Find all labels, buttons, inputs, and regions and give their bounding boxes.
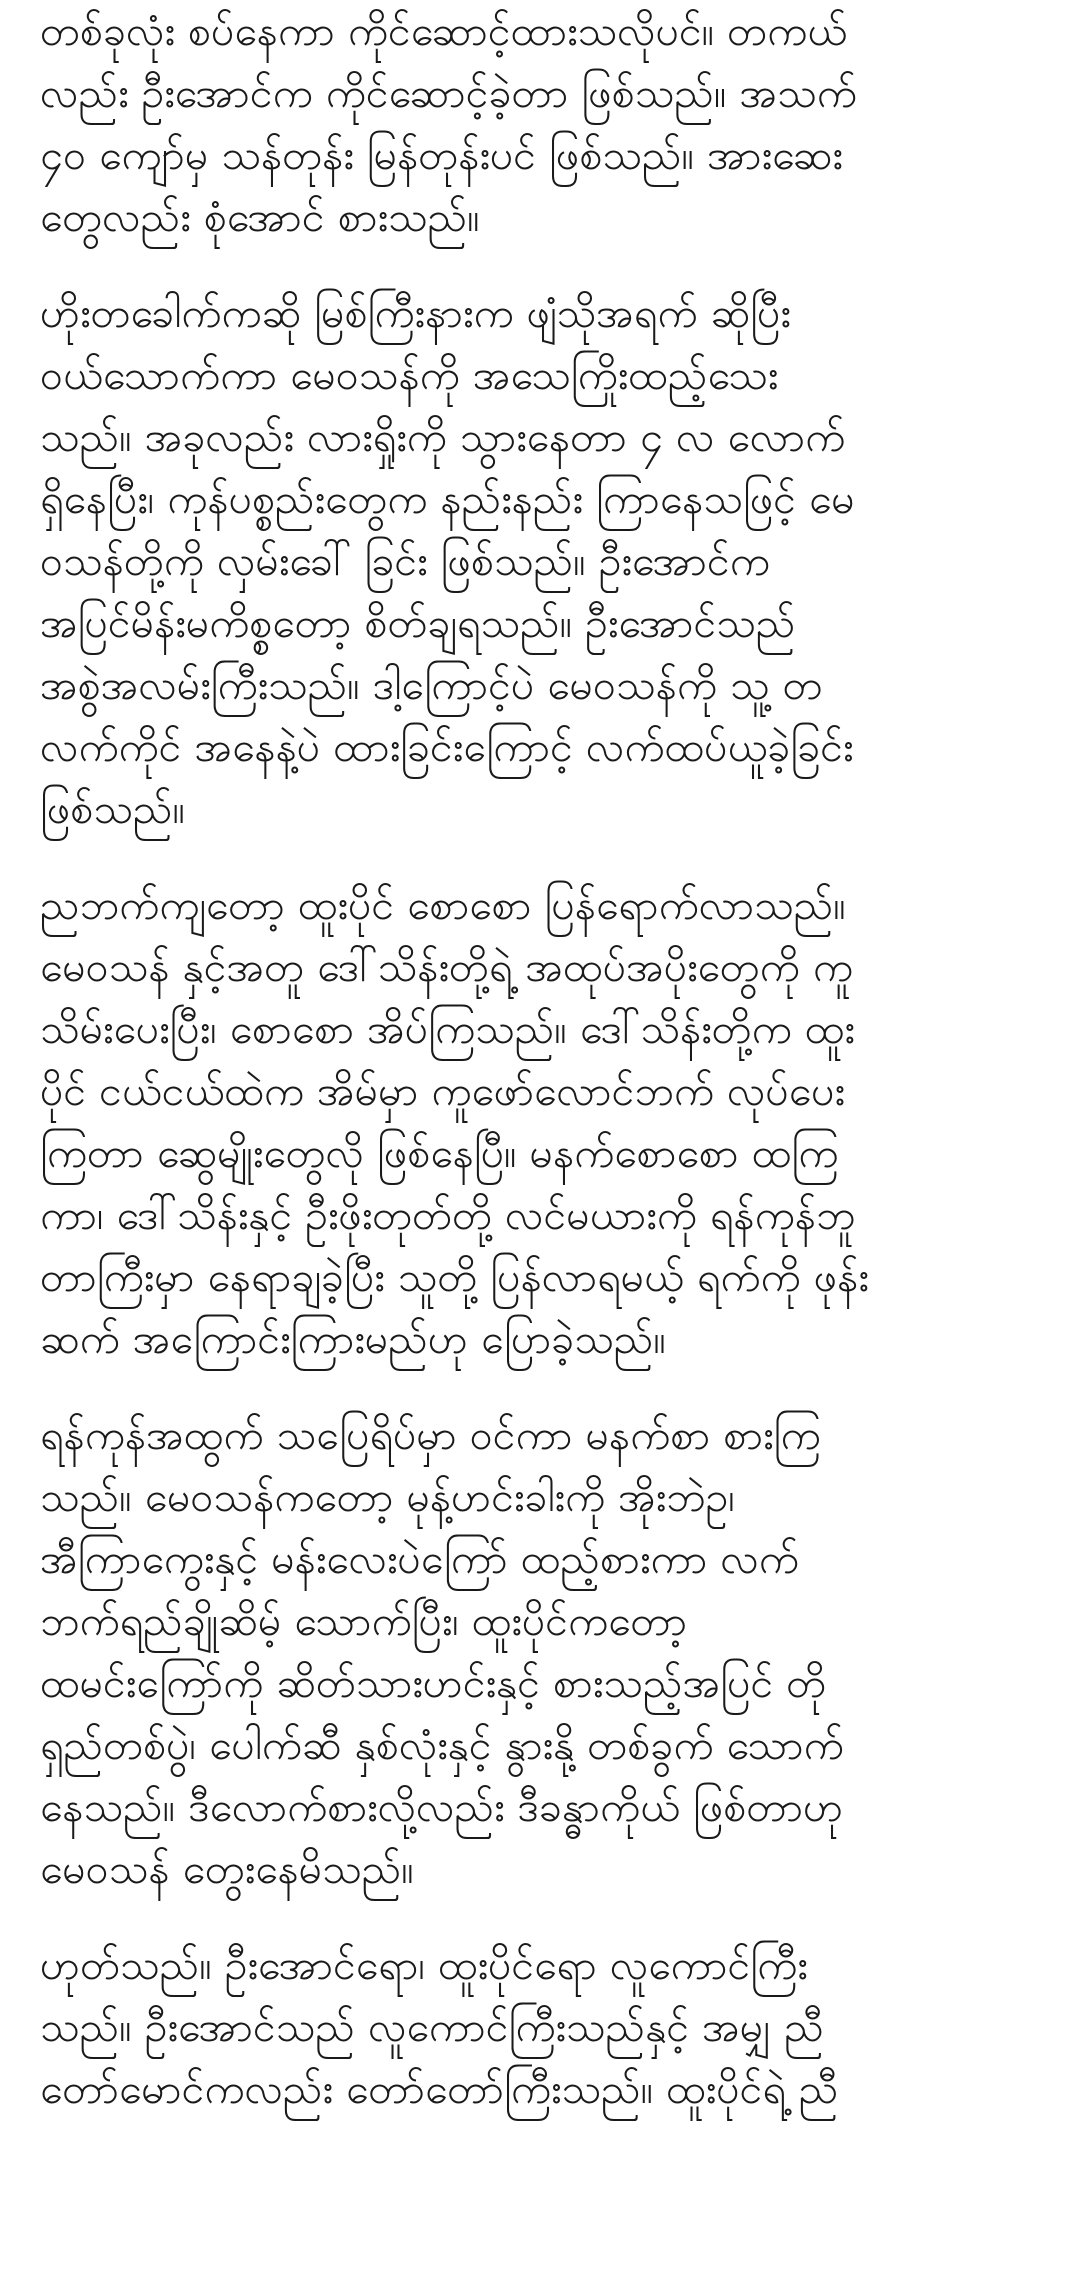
paragraph-4 [40, 1404, 1036, 1900]
text-line: ဟိုးတခေါက်ကဆို မြစ်ကြီးနားက ဖျံသိုအရက် ဆိုပြီး [40, 289, 791, 337]
paragraph-gap [40, 840, 1036, 874]
text-line: အီကြာကွေးနှင့် မန်းလေးပဲကြော် ထည့်စားကာ လက် [40, 1535, 799, 1583]
text-line: အစွဲအလမ်းကြီးသည်။ ဒါ့ကြောင့်ပဲ မေဝသန်ကို သူ့ တ [40, 661, 823, 709]
text-line: ထမင်းကြော်ကို ဆိတ်သားဟင်းနှင့် စားသည့်အပြင် တို [40, 1659, 827, 1707]
text-line: ရှည်တစ်ပွဲ၊ ပေါက်ဆီ နှစ်လုံးနှင့် နွားနို့ တစ်ခွက် သောက် [40, 1721, 844, 1769]
text-line: ဟုတ်သည်။ ဦးအောင်ရော၊ ထူးပိုင်ရော လူကောင်ကြီး [40, 1941, 808, 1989]
text-line: လက်ကိုင် အနေနဲ့ပဲ ထားခြင်းကြောင့် လက်ထပ်ယူခဲ့ခြင်း [40, 723, 854, 771]
text-line: ပိုင် ငယ်ငယ်ထဲက အိမ်မှာ ကူဖော်လောင်ဘက် လုပ်ပေး [40, 1067, 845, 1115]
text-line: သည်။ အခုလည်း လားရှိုးကို သွားနေတာ ၄ လ လောက် [40, 413, 846, 461]
text-line: သိမ်းပေးပြီး၊ စောစော အိပ်ကြသည်။ ဒေါ်သိန်းတို့က ထူး [40, 1005, 855, 1053]
text-line: ဝယ်သောက်ကာ မေဝသန်ကို အသေကြိုးထည့်သေး [40, 351, 779, 399]
text-line: ရှိနေပြီး၊ ကုန်ပစ္စည်းတွေက နည်းနည်း ကြာနေသဖြင့် မေ [40, 475, 855, 523]
paragraph-gap [40, 1900, 1036, 1934]
text-line: လည်း ဦးအောင်က ကိုင်ဆောင့်ခဲ့တာ ဖြစ်သည်။ အသက် [40, 69, 857, 117]
text-line: တစ်ခုလုံး စပ်နေကာ ကိုင်ဆောင့်ထားသလိုပင်။ တကယ် [40, 7, 848, 55]
text-line: ညဘက်ကျတော့ ထူးပိုင် စောစော ပြန်ရောက်လာသည်။ [40, 881, 846, 929]
text-line: ကြတာ ဆွေမျိုးတွေလို ဖြစ်နေပြီ။ မနက်စောစော ထကြ [40, 1129, 839, 1177]
paragraph-1 [40, 0, 1036, 248]
text-line: ဆက် အကြောင်းကြားမည်ဟု ပြောခဲ့သည်။ [40, 1315, 666, 1363]
text-line: သည်။ မေဝသန်ကတော့ မုန့်ဟင်းခါးကို အိုးဘဲဥ၊ [40, 1473, 735, 1521]
paragraph-2 [40, 282, 1036, 840]
text-line: ဖြစ်သည်။ [40, 785, 186, 833]
paragraph-3 [40, 874, 1036, 1370]
text-line: အပြင်မိန်းမကိစ္စတော့ စိတ်ချရသည်။ ဦးအောင်သည် [40, 599, 796, 647]
text-line: ရန်ကုန်အထွက် သပြေရိပ်မှာ ဝင်ကာ မနက်စာ စားကြ [40, 1411, 821, 1459]
paragraph-gap [40, 248, 1036, 282]
text-line: ၄၀ ကျော်မှ သန်တုန်း မြန်တုန်းပင် ဖြစ်သည်။ အားဆေး [40, 131, 843, 179]
text-line: တာကြီးမှာ နေရာချခဲ့ပြီး သူတို့ ပြန်လာရမယ့် ရက်ကို ဖုန်း [40, 1253, 869, 1301]
text-line: နေသည်။ ဒီလောက်စားလို့လည်း ဒီခန္ဓာကိုယ် ဖြစ်တာဟု [40, 1783, 844, 1831]
paragraph-gap [40, 1370, 1036, 1404]
text-line: ဝသန်တို့ကို လှမ်းခေါ် ခြင်း ဖြစ်သည်။ ဦးအောင်က [40, 537, 770, 585]
text-line: တော်မောင်ကလည်း တော်တော်ကြီးသည်။ ထူးပိုင်ရဲ့ ညီ [40, 2065, 839, 2113]
text-line: မေဝသန် တွေးနေမိသည်။ [40, 1845, 414, 1893]
paragraph-5 [40, 1934, 1036, 2120]
text-line: ဘက်ရည်ချိုဆိမ့် သောက်ပြီး၊ ထူးပိုင်ကတော့ [40, 1597, 688, 1645]
text-line: ကာ၊ ဒေါ်သိန်းနှင့် ဦးဖိုးတုတ်တို့ လင်မယားကို ရန်ကုန်ဘူ [40, 1191, 856, 1239]
text-line: သည်။ ဦးအောင်သည် လူကောင်ကြီးသည်နှင့် အမျှ ညီ [40, 2003, 824, 2051]
text-line: မေဝသန် နှင့်အတူ ဒေါ်သိန်းတို့ရဲ့ အထုပ်အပိုးတွေကို ကူ [40, 943, 853, 991]
text-line: တွေလည်း စုံအောင် စားသည်။ [40, 193, 480, 241]
